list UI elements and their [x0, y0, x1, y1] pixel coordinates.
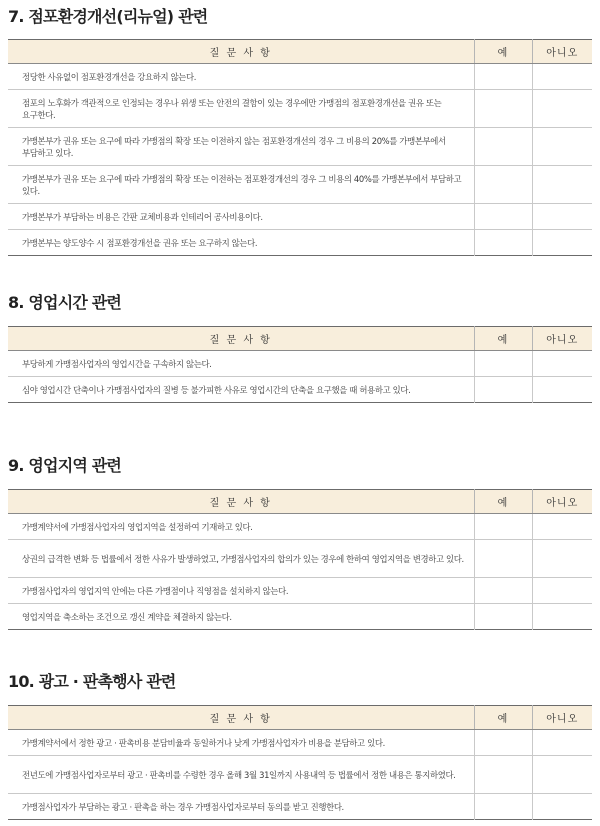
yes-checkbox-cell[interactable]: [474, 540, 532, 578]
table-row: [8, 514, 592, 540]
question-text: 가맹본부가 부담하는 비용은 간판 교체비용과 인테리어 공사비용이다.: [8, 204, 474, 230]
yes-checkbox-cell[interactable]: [474, 604, 532, 630]
no-checkbox-cell[interactable]: [532, 230, 592, 256]
section-title: 9. 영업지역 관련: [8, 456, 122, 475]
section-8: [8, 292, 592, 403]
question-column-header: 질 문 사 항: [8, 706, 474, 730]
table-row: [8, 794, 592, 820]
yes-checkbox-cell[interactable]: [474, 90, 532, 128]
question-text: 점포의 노후화가 객관적으로 인정되는 경우나 위생 또는 안전의 결함이 있는 경우에만 가맹점의 점포환경개선을 권유 또는 요구한다.: [8, 90, 474, 128]
yes-checkbox-cell[interactable]: [474, 578, 532, 604]
no-checkbox-cell[interactable]: [532, 794, 592, 820]
no-checkbox-cell[interactable]: [532, 578, 592, 604]
question-column-header: 질 문 사 항: [8, 40, 474, 64]
table-row: [8, 756, 592, 794]
checklist-table: [8, 326, 592, 403]
no-checkbox-cell[interactable]: [532, 756, 592, 794]
question-column-header: 질 문 사 항: [8, 327, 474, 351]
yes-checkbox-cell[interactable]: [474, 756, 532, 794]
question-text: 가맹본부가 권유 또는 요구에 따라 가맹점의 확장 또는 이전하는 점포환경개선의 경우 그 비용의 40%를 가맹본부에서 부담하고 있다.: [8, 166, 474, 204]
yes-checkbox-cell[interactable]: [474, 64, 532, 90]
section-title: 7. 점포환경개선(리뉴얼) 관련: [8, 7, 208, 26]
question-text: 가맹본부가 권유 또는 요구에 따라 가맹점의 확장 또는 이전하지 않는 점포환경개선의 경우 그 비용의 20%를 가맹본부에서 부담하고 있다.: [8, 128, 474, 166]
no-checkbox-cell[interactable]: [532, 204, 592, 230]
no-checkbox-cell[interactable]: [532, 351, 592, 377]
question-text: 가맹계약서에서 정한 광고 · 판촉비용 분담비율과 동일하거나 낮게 가맹점사업자가 비용을 분담하고 있다.: [8, 730, 474, 756]
yes-checkbox-cell[interactable]: [474, 230, 532, 256]
no-column-header: 아니오: [532, 706, 592, 730]
section-title: 10. 광고 · 판촉행사 관련: [8, 672, 176, 691]
table-row: [8, 730, 592, 756]
yes-checkbox-cell[interactable]: [474, 128, 532, 166]
no-checkbox-cell[interactable]: [532, 540, 592, 578]
question-text: 가맹점사업자의 영업지역 안에는 다른 가맹점이나 직영점을 설치하지 않는다.: [8, 578, 474, 604]
table-row: [8, 230, 592, 256]
yes-checkbox-cell[interactable]: [474, 794, 532, 820]
section-10: [8, 671, 592, 820]
table-row: [8, 166, 592, 204]
table-row: [8, 90, 592, 128]
no-checkbox-cell[interactable]: [532, 64, 592, 90]
yes-column-header: 예: [474, 40, 532, 64]
question-text: 가맹본부는 양도양수 시 점포환경개선을 권유 또는 요구하지 않는다.: [8, 230, 474, 256]
table-row: [8, 64, 592, 90]
no-checkbox-cell[interactable]: [532, 377, 592, 403]
question-text: 전년도에 가맹점사업자로부터 광고 · 판촉비를 수령한 경우 올해 3월 31일까지 사용내역 등 법률에서 정한 내용은 통지하였다.: [8, 756, 474, 794]
checklist-table: [8, 489, 592, 630]
table-row: [8, 578, 592, 604]
no-column-header: 아니오: [532, 40, 592, 64]
question-text: 상권의 급격한 변화 등 법률에서 정한 사유가 발생하였고, 가맹점사업자의 합의가 있는 경우에 한하여 영업지역을 변경하고 있다.: [8, 540, 474, 578]
yes-checkbox-cell[interactable]: [474, 377, 532, 403]
question-text: 심야 영업시간 단축이나 가맹점사업자의 질병 등 불가피한 사유로 영업시간의 단축을 요구했을 때 허용하고 있다.: [8, 377, 474, 403]
table-row: [8, 540, 592, 578]
no-checkbox-cell[interactable]: [532, 604, 592, 630]
yes-checkbox-cell[interactable]: [474, 514, 532, 540]
no-checkbox-cell[interactable]: [532, 128, 592, 166]
section-9: [8, 455, 592, 630]
no-checkbox-cell[interactable]: [532, 90, 592, 128]
yes-checkbox-cell[interactable]: [474, 166, 532, 204]
no-checkbox-cell[interactable]: [532, 514, 592, 540]
checklist-table: [8, 705, 592, 820]
no-column-header: 아니오: [532, 490, 592, 514]
yes-checkbox-cell[interactable]: [474, 351, 532, 377]
question-text: 가맹점사업자가 부담하는 광고 · 판촉을 하는 경우 가맹점사업자로부터 동의를 받고 진행한다.: [8, 794, 474, 820]
question-text: 가맹계약서에 가맹점사업자의 영업지역을 설정하여 기재하고 있다.: [8, 514, 474, 540]
table-row: [8, 128, 592, 166]
checklist-table: [8, 39, 592, 256]
yes-column-header: 예: [474, 327, 532, 351]
table-row: [8, 377, 592, 403]
no-checkbox-cell[interactable]: [532, 166, 592, 204]
table-row: [8, 604, 592, 630]
yes-checkbox-cell[interactable]: [474, 204, 532, 230]
no-checkbox-cell[interactable]: [532, 730, 592, 756]
yes-checkbox-cell[interactable]: [474, 730, 532, 756]
question-text: 정당한 사유없이 점포환경개선을 강요하지 않는다.: [8, 64, 474, 90]
table-row: [8, 351, 592, 377]
no-column-header: 아니오: [532, 327, 592, 351]
yes-column-header: 예: [474, 490, 532, 514]
table-row: [8, 204, 592, 230]
section-7: [8, 6, 592, 256]
question-column-header: 질 문 사 항: [8, 490, 474, 514]
question-text: 영업지역을 축소하는 조건으로 갱신 계약을 체결하지 않는다.: [8, 604, 474, 630]
question-text: 부당하게 가맹점사업자의 영업시간을 구속하지 않는다.: [8, 351, 474, 377]
yes-column-header: 예: [474, 706, 532, 730]
section-title: 8. 영업시간 관련: [8, 293, 122, 312]
